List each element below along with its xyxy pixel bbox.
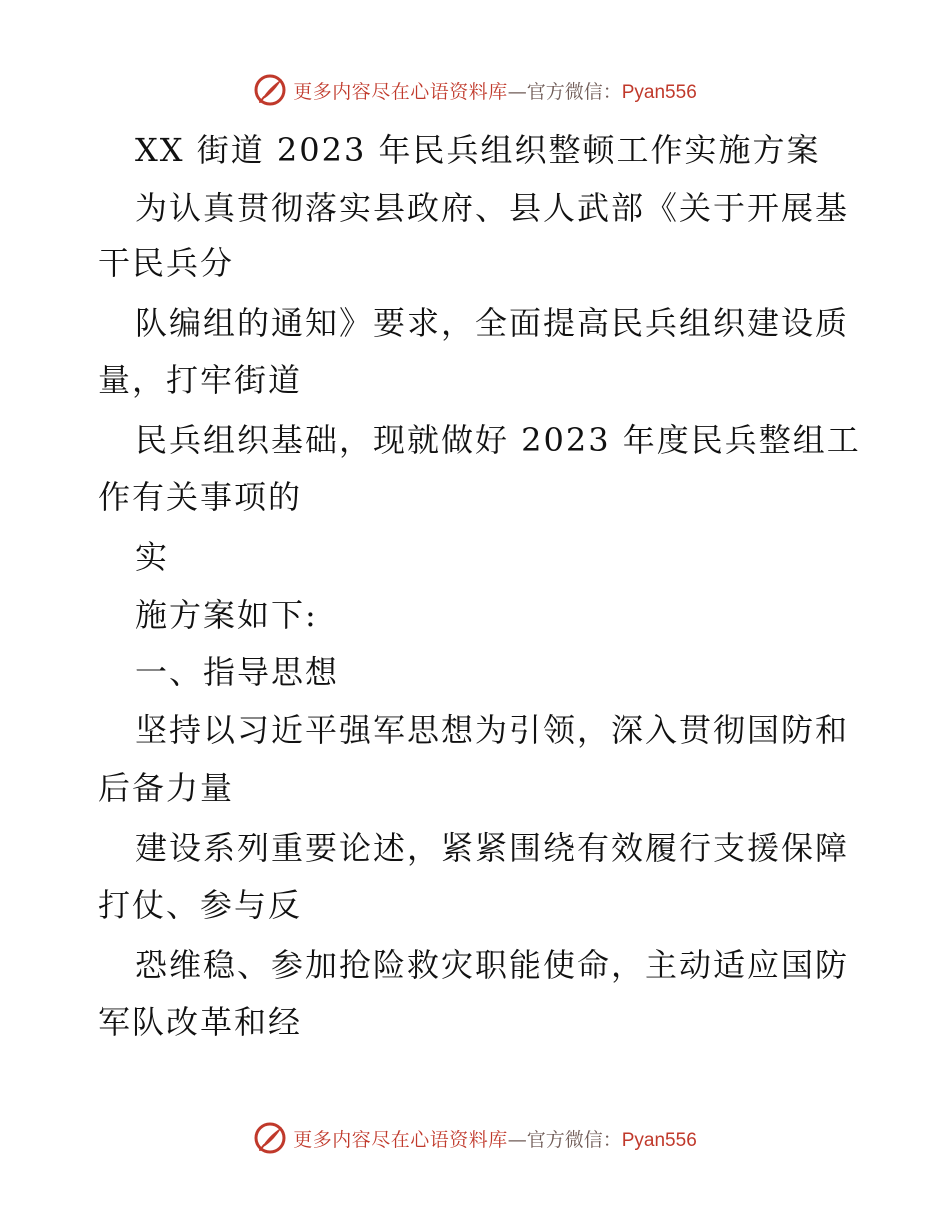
paragraph-line: 打仗、参与反 — [98, 886, 303, 924]
paragraph-line: 坚持以习近平强军思想为引领，深入贯彻国防和 — [135, 711, 850, 749]
document-title: XX 街道 2023 年民兵组织整顿工作实施方案 — [135, 131, 821, 169]
paragraph-line: 建设系列重要论述，紧紧围绕有效履行支援保障 — [135, 829, 850, 867]
banner-official-text: 官方微信： — [526, 80, 622, 103]
paragraph-line: 后备力量 — [98, 769, 235, 807]
banner-site-text: 更多内容尽在心语资料库 — [293, 1128, 508, 1151]
paragraph-line: 军队改革和经 — [98, 1003, 303, 1041]
paragraph-line: 队编组的通知》要求，全面提高民兵组织建设质 — [135, 304, 850, 342]
quill-logo-icon — [253, 73, 287, 107]
banner-site-text: 更多内容尽在心语资料库 — [293, 80, 508, 103]
banner-dash: — — [507, 1128, 527, 1151]
quill-logo-icon — [253, 1121, 287, 1155]
paragraph-line: 作有关事项的 — [98, 478, 303, 516]
section-heading: 一、指导思想 — [135, 653, 340, 691]
paragraph-line: 为认真贯彻落实县政府、县人武部《关于开展基 — [135, 189, 850, 227]
paragraph-line: 干民兵分 — [98, 244, 235, 282]
paragraph-line: 民兵组织基础，现就做好 2023 年度民兵整组工 — [135, 421, 861, 459]
header-banner — [0, 70, 950, 110]
banner-text — [293, 1125, 697, 1152]
paragraph-line: 实 — [135, 538, 170, 576]
banner-official-text: 官方微信： — [526, 1128, 622, 1151]
paragraph-line: 恐维稳、参加抢险救灾职能使命，主动适应国防 — [135, 946, 850, 984]
banner-dash: — — [507, 80, 527, 103]
banner-wechat-id: Pyan556 — [621, 1129, 697, 1151]
banner-wechat-id: Pyan556 — [621, 81, 697, 103]
paragraph-line: 施方案如下: — [135, 596, 318, 634]
banner-text — [293, 77, 697, 104]
paragraph-line: 量，打牢街道 — [98, 361, 303, 399]
footer-banner — [0, 1118, 950, 1158]
